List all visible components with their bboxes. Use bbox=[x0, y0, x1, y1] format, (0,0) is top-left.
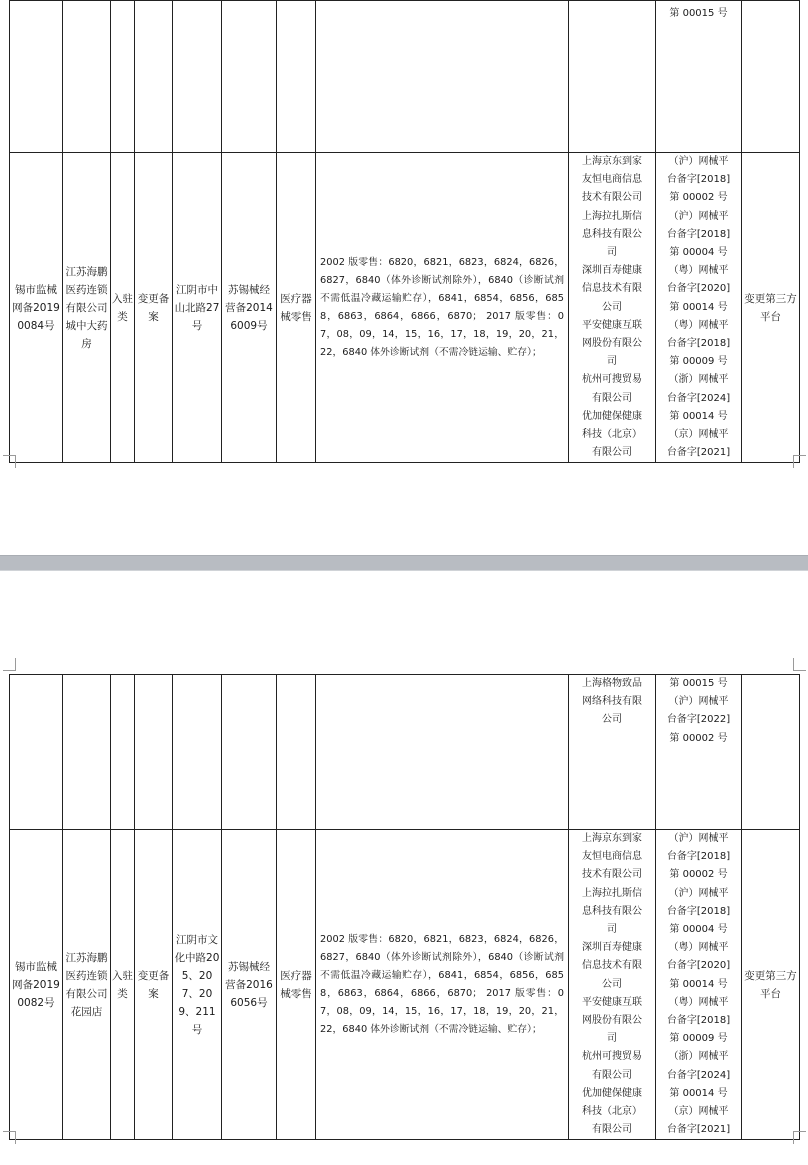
cell-line: （沪）网械平 bbox=[668, 833, 729, 844]
cell-platform bbox=[569, 1, 656, 153]
cell-permit bbox=[656, 675, 742, 830]
cell-license: 苏锡械经营备20146009号 bbox=[222, 153, 277, 463]
cell-line: 第 00014 号 bbox=[669, 410, 728, 422]
cell-line: 网股份有限公 bbox=[582, 338, 642, 350]
cell-scope: 2002 版零售：6820，6821，6823，6824，6826，6827，6840（体外诊断试剂除外），6840（诊断试剂不需低温冷藏运输贮存），6841，6854，6856，6858，6863，6864，6866，6870； 2017 版零售：07，08，09，14，15，16，17，18，19，20，21，22，6840 体外诊断试剂（不需冷链运输、贮存）； bbox=[316, 830, 569, 1140]
cell-address: 江阴市中山北路27号 bbox=[173, 153, 222, 463]
cell-line: 台备字[2018] bbox=[666, 905, 731, 917]
cell-address bbox=[173, 675, 222, 830]
cell-line: 第 00002 号 bbox=[669, 869, 728, 881]
cell-line: 台备字[2018] bbox=[666, 174, 731, 186]
cell-line: 第 00009 号 bbox=[669, 356, 728, 368]
cell-line: 有限公司 bbox=[592, 392, 632, 404]
cell-type: 入驻类 bbox=[111, 830, 135, 1140]
registry-table-page1 bbox=[9, 0, 800, 463]
cell-record-no: 锡市监械网备20190082号 bbox=[10, 830, 63, 1140]
cell-scope bbox=[316, 1, 569, 153]
cell-line: （粤）网械平 bbox=[668, 996, 729, 1008]
cell-type bbox=[111, 675, 135, 830]
cell-line: 公司 bbox=[602, 301, 622, 313]
cell-line: 科技（北京） bbox=[582, 429, 642, 441]
cell-business: 医疗器械零售 bbox=[277, 153, 316, 463]
cell-line: 台备字[2018] bbox=[666, 851, 731, 863]
cell-status: 变更备案 bbox=[135, 830, 173, 1140]
cell-line: 司 bbox=[607, 247, 617, 259]
page-corner-mark bbox=[793, 658, 806, 671]
cell-line: 第 00014 号 bbox=[669, 301, 728, 313]
cell-line: 第 00004 号 bbox=[669, 247, 728, 259]
cell-line: 公司 bbox=[602, 978, 622, 990]
cell-line: 杭州可搜贸易 bbox=[582, 374, 642, 386]
cell-line: 台备字[2021] bbox=[666, 1124, 731, 1136]
table-row bbox=[10, 153, 800, 463]
cell-record-no bbox=[10, 1, 63, 153]
cell-note: 变更第三方平台 bbox=[742, 153, 800, 463]
cell-address: 江阴市文化中路205、207、209、211号 bbox=[173, 830, 222, 1140]
cell-line: 第 00004 号 bbox=[669, 924, 728, 936]
page-corner-mark bbox=[3, 455, 16, 468]
cell-line: （沪）网械平 bbox=[668, 887, 729, 899]
cell-line: 上海格物致品 bbox=[582, 678, 642, 689]
page-corner-mark bbox=[793, 455, 806, 468]
cell-platform bbox=[569, 153, 656, 463]
cell-business: 医疗器械零售 bbox=[277, 830, 316, 1140]
cell-line: （粤）网械平 bbox=[668, 265, 729, 277]
cell-scope: 2002 版零售：6820，6821，6823，6824，6826，6827，6840（体外诊断试剂除外），6840（诊断试剂不需低温冷藏运输贮存），6841，6854，6856，6858，6863，6864，6866，6870； 2017 版零售：07，08，09，14，15，16，17，18，19，20，21，22，6840 体外诊断试剂（不需冷链运输、贮存）； bbox=[316, 153, 569, 463]
cell-line: 有限公司 bbox=[592, 1124, 632, 1136]
cell-line: （沪）网械平 bbox=[668, 696, 729, 708]
cell-line: （浙）网械平 bbox=[668, 1051, 729, 1063]
cell-line: 台备字[2021] bbox=[666, 447, 731, 459]
cell-line: 第 00009 号 bbox=[669, 1033, 728, 1045]
cell-line: 信息技术有限 bbox=[582, 960, 642, 972]
cell-type bbox=[111, 1, 135, 153]
cell-company: 江苏海鹏医药连锁有限公司城中大药房 bbox=[63, 153, 111, 463]
cell-line: 技术有限公司 bbox=[582, 192, 642, 204]
cell-line: 第 00014 号 bbox=[669, 1087, 728, 1099]
cell-line: 公司 bbox=[602, 714, 622, 726]
cell-license: 苏锡械经营备20166056号 bbox=[222, 830, 277, 1140]
cell-record-no bbox=[10, 675, 63, 830]
cell-line: 台备字[2020] bbox=[666, 960, 731, 972]
cell-line: 第 00002 号 bbox=[669, 192, 728, 204]
cell-status bbox=[135, 675, 173, 830]
cell-line: 深圳百寿健康 bbox=[582, 265, 642, 277]
cell-record-no: 锡市监械网备20190084号 bbox=[10, 153, 63, 463]
cell-address bbox=[173, 1, 222, 153]
cell-company: 江苏海鹏医药连锁有限公司花园店 bbox=[63, 830, 111, 1140]
cell-line: 台备字[2018] bbox=[666, 338, 731, 350]
cell-line: 台备字[2018] bbox=[666, 1015, 731, 1027]
cell-permit bbox=[656, 830, 742, 1140]
table-row-continuation bbox=[10, 1, 800, 153]
cell-platform bbox=[569, 830, 656, 1140]
cell-permit bbox=[656, 153, 742, 463]
cell-line: 技术有限公司 bbox=[582, 869, 642, 881]
page-corner-mark bbox=[3, 1131, 16, 1144]
registry-table-page2 bbox=[9, 674, 800, 1140]
cell-line: 优加健保健康 bbox=[582, 410, 642, 422]
cell-line: 上海京东到家 bbox=[582, 156, 642, 167]
cell-company bbox=[63, 1, 111, 153]
cell-line: （沪）网械平 bbox=[668, 156, 729, 167]
table-row bbox=[10, 830, 800, 1140]
cell-line: 平安健康互联 bbox=[582, 319, 642, 331]
cell-license bbox=[222, 1, 277, 153]
cell-line: 上海拉扎斯信 bbox=[582, 887, 642, 899]
cell-line: 台备字[2024] bbox=[666, 1069, 731, 1081]
cell-line: 友恒电商信息 bbox=[582, 851, 642, 863]
cell-line: （粤）网械平 bbox=[668, 942, 729, 954]
cell-line: （京）网械平 bbox=[668, 1106, 729, 1118]
cell-business bbox=[277, 1, 316, 153]
cell-line: 上海拉扎斯信 bbox=[582, 210, 642, 222]
cell-line: 深圳百寿健康 bbox=[582, 942, 642, 954]
cell-line: 台备字[2024] bbox=[666, 392, 731, 404]
cell-line: 第 00015 号 bbox=[669, 678, 728, 689]
cell-line: 台备字[2020] bbox=[666, 283, 731, 295]
cell-line: 台备字[2018] bbox=[666, 228, 731, 240]
cell-type: 入驻类 bbox=[111, 153, 135, 463]
cell-line: （京）网械平 bbox=[668, 429, 729, 441]
cell-line: 有限公司 bbox=[592, 447, 632, 459]
cell-platform bbox=[569, 675, 656, 830]
cell-note: 变更第三方平台 bbox=[742, 830, 800, 1140]
cell-company bbox=[63, 675, 111, 830]
cell-line: 杭州可搜贸易 bbox=[582, 1051, 642, 1063]
cell-line: 息科技有限公 bbox=[582, 905, 642, 917]
cell-line: 优加健保健康 bbox=[582, 1087, 642, 1099]
cell-scope bbox=[316, 675, 569, 830]
cell-line: （粤）网械平 bbox=[668, 319, 729, 331]
cell-line: 信息技术有限 bbox=[582, 283, 642, 295]
cell-line: 有限公司 bbox=[592, 1069, 632, 1081]
cell-line: 第 00015 号 bbox=[669, 8, 728, 19]
cell-note bbox=[742, 1, 800, 153]
cell-line: 司 bbox=[607, 356, 617, 368]
cell-business bbox=[277, 675, 316, 830]
cell-line: （浙）网械平 bbox=[668, 374, 729, 386]
cell-line: 友恒电商信息 bbox=[582, 174, 642, 186]
table-row-continuation bbox=[10, 675, 800, 830]
page-corner-mark bbox=[3, 658, 16, 671]
cell-license bbox=[222, 675, 277, 830]
page-corner-mark bbox=[793, 1131, 806, 1144]
page-separator bbox=[0, 555, 808, 571]
cell-status bbox=[135, 1, 173, 153]
cell-permit bbox=[656, 1, 742, 153]
cell-line: 科技（北京） bbox=[582, 1106, 642, 1118]
cell-note bbox=[742, 675, 800, 830]
cell-line: 司 bbox=[607, 924, 617, 936]
cell-line: 第 00014 号 bbox=[669, 978, 728, 990]
cell-line: 第 00002 号 bbox=[669, 732, 728, 744]
cell-line: 司 bbox=[607, 1033, 617, 1045]
cell-line: 台备字[2022] bbox=[666, 714, 731, 726]
cell-line: 上海京东到家 bbox=[582, 833, 642, 844]
cell-line: （沪）网械平 bbox=[668, 210, 729, 222]
cell-line: 网络科技有限 bbox=[582, 696, 642, 708]
cell-line: 平安健康互联 bbox=[582, 996, 642, 1008]
cell-line: 网股份有限公 bbox=[582, 1015, 642, 1027]
cell-status: 变更备案 bbox=[135, 153, 173, 463]
cell-line: 息科技有限公 bbox=[582, 228, 642, 240]
